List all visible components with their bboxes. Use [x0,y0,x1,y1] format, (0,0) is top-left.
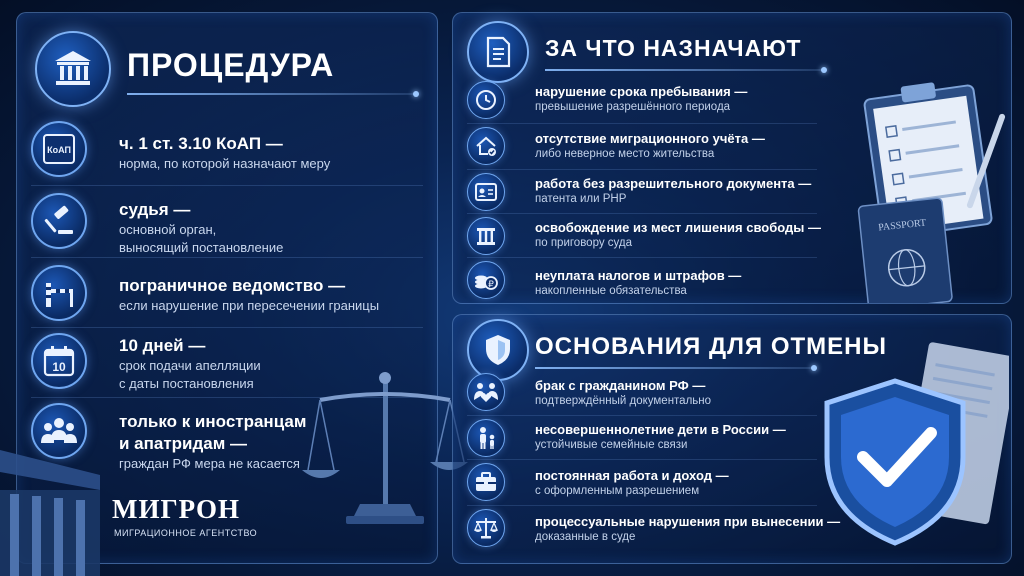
reason-item-desc: либо неверное место жительства [535,148,715,160]
svg-text:₽: ₽ [488,280,494,290]
prison-bars-icon [467,217,505,255]
courthouse-icon [35,31,111,107]
procedure-item-desc: срок подачи апелляции [119,358,261,373]
ground-item-desc: доказанные в суде [535,531,636,543]
procedure-item-desc: если нарушение при пересечении границы [119,298,380,313]
scales-icon [467,509,505,547]
procedure-item-title: пограничное ведомство — [119,276,346,295]
ground-item-desc: с оформленным разрешением [535,485,700,497]
divider [31,185,423,186]
calendar-icon [31,333,87,389]
koap-badge: КоАП [47,145,71,155]
divider [467,415,817,416]
title-dot [821,67,827,73]
reason-item [535,130,865,162]
reason-item-desc: накопленные обязательства [535,285,687,297]
gavel-icon [31,193,87,249]
justice-scales-illustration [300,370,470,530]
reason-item [535,219,865,251]
parent-child-icon [467,419,505,457]
reason-item-title: работа без разрешительного документа — [535,176,812,191]
clipboard-passport-illustration [833,71,1009,303]
reason-item-title: освобождение из мест лишения свободы — [535,220,822,235]
ground-item-title: процессуальные нарушения при вынесении — [535,514,841,529]
reason-item [535,267,865,299]
divider [467,257,817,258]
id-card-icon [467,173,505,211]
reason-item-title: отсутствие миграционного учёта — [535,131,765,146]
ground-item-title: постоянная работа и доход — [535,468,729,483]
reasons-panel [452,12,1012,304]
shield-icon [467,319,529,381]
shield-check-illustration [813,329,1009,561]
brand-logo-name: МИГРОН [112,494,241,524]
ground-item-title: несовершеннолетние дети в России — [535,422,786,437]
document-list-icon [467,21,529,83]
reasons-title: ЗА ЧТО НАЗНАЧАЮТ [545,35,802,61]
reason-item-title: нарушение срока пребывания — [535,84,748,99]
procedure-item-desc: основной орган, [119,222,217,237]
divider [31,327,423,328]
divider [31,257,423,258]
reason-item-desc: превышение разрешённого периода [535,101,731,113]
procedure-item-title: ч. 1 ст. 3.10 КоАП — [119,134,283,153]
ground-item-desc: устойчивые семейные связи [535,439,688,451]
reason-item-desc: патента или РНР [535,193,627,205]
courthouse-illustration [0,420,110,576]
house-check-icon [467,127,505,165]
grounds-title: ОСНОВАНИЯ ДЛЯ ОТМЕНЫ [535,333,887,360]
clock-icon [467,81,505,119]
procedure-item-title: и апатридам — [119,434,248,453]
grounds-title-underline [535,367,815,369]
procedure-item-desc: выносящий постановление [119,240,284,255]
briefcase-icon [467,463,505,501]
reason-item-title: неуплата налогов и штрафов — [535,268,742,283]
divider [467,123,817,124]
procedure-item-desc: граждан РФ мера не касается [119,456,300,471]
reason-item [535,175,865,207]
book-koap-icon [31,121,87,177]
procedure-item [119,275,429,315]
procedure-item-title: только к иностранцам [119,412,307,431]
grounds-panel [452,314,1012,564]
procedure-item [119,199,429,257]
reasons-title-underline [545,69,825,71]
ground-item-desc: подтверждённый документально [535,395,712,407]
border-barrier-icon [31,265,87,321]
divider [467,505,817,506]
procedure-title-underline [127,93,417,95]
reason-item-desc: по приговору суда [535,237,633,249]
reason-item [535,83,865,115]
procedure-item-desc: с даты постановления [119,376,254,391]
brand-logo-subtitle: МИГРАЦИОННОЕ АГЕНТСТВО [114,528,258,538]
family-heart-icon [467,373,505,411]
title-dot [413,91,419,97]
divider [467,213,817,214]
procedure-item-desc: норма, по которой назначают меру [119,156,331,171]
calendar-day-number: 10 [52,360,66,374]
ground-item-title: брак с гражданином РФ — [535,378,706,393]
divider [467,169,817,170]
procedure-title: ПРОЦЕДУРА [127,47,335,83]
procedure-item-title: судья — [119,200,191,219]
divider [467,459,817,460]
procedure-item-title: 10 дней — [119,336,206,355]
coins-ruble-icon [467,261,505,299]
procedure-item [119,133,429,173]
passport-label: PASSPORT [877,217,927,234]
